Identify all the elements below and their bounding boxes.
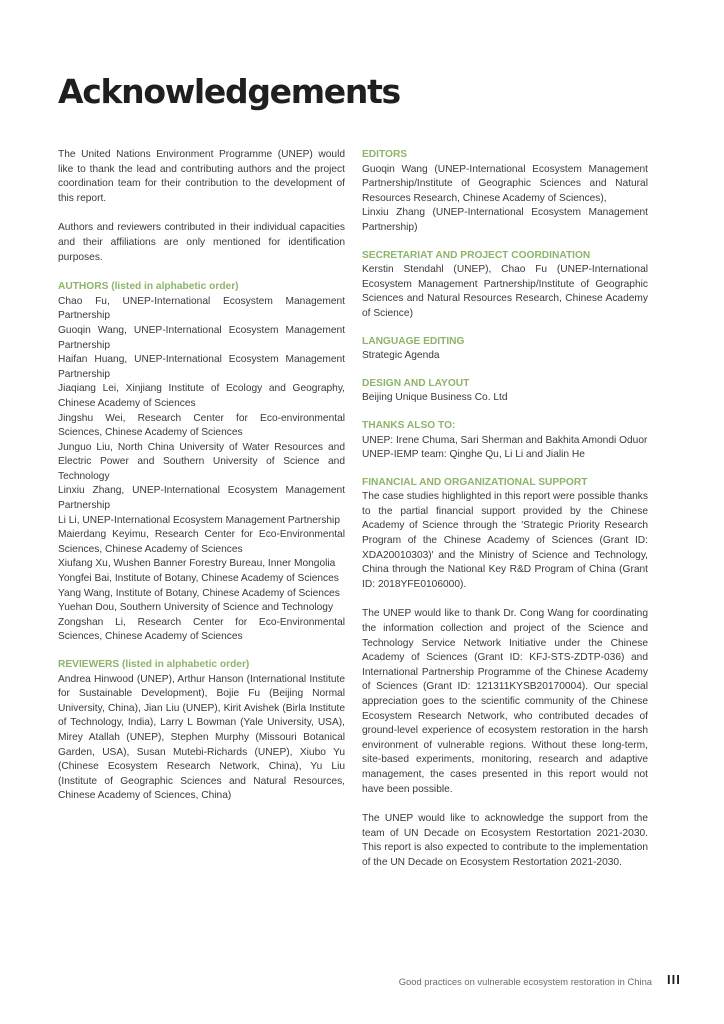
author-entry: Maierdang Keyimu, Research Center for Eco-Environmental Sciences, Chinese Academy of Sciences [58, 529, 345, 555]
author-entry: Yang Wang, Institute of Botany, Chinese Academy of Sciences [58, 587, 340, 599]
design-text: Beijing Unique Business Co. Ltd [362, 392, 508, 404]
secretariat-text: Kerstin Stendahl (UNEP), Chao Fu (UNEP-International Ecosystem Management Partnership/Institute of Geographic Sciences and Natural Resources Research, Chinese Academy of Science) [362, 264, 648, 319]
design-heading: DESIGN AND LAYOUT [362, 377, 470, 389]
author-entry: Jingshu Wei, Research Center for Eco-environmental Sciences, Chinese Academy of Sciences [58, 412, 345, 439]
editors-heading: EDITORS [362, 149, 408, 160]
financial-paragraph: The case studies highlighted in this report were possible thanks to the partial financial support provided by the Chinese Academy of Science through the 'Strategic Priority Research Program of the Chinese Academy of Sciences (Grant ID: XDA20010303)' and the Ministry of Science and Technology, China through the National Key R&D Program of China (Grant ID: 2018YFE0106000). [362, 491, 648, 590]
author-entry: Li Li, UNEP-International Ecosystem Management Partnership [58, 514, 340, 526]
author-entry: Haifan Huang, UNEP-International Ecosystem Management Partnership [58, 354, 345, 380]
secretariat-section [362, 249, 648, 322]
reviewers-text: Andrea Hinwood (UNEP), Arthur Hanson (International Institute for Sustainable Development), Bojie Fu (Beijing Normal University, China), Jian Liu (UNEP), Kirit Avishek (Birla Institute of Technology, India), Larry L Bowman (Yale University, USA), Mirey Atallah (UNEP), Stephen Murphy (Missouri Botanical Garden, USA), Susan Mutebi-Richards (UNEP), Xiubo Yu (Chinese Ecosystem Research Network, China), Yu Liu (Institute of Geographic Sciences and Natural Resources, Chinese Academy of Sciences, China) [58, 673, 345, 802]
secretariat-heading: SECRETARIAT AND PROJECT COORDINATION [362, 249, 591, 261]
author-entry: Linxiu Zhang, UNEP-International Ecosystem Management Partnership [58, 485, 345, 512]
authors-heading: AUTHORS (listed in alphabetic order) [58, 281, 239, 293]
page-title: Acknowledgements [58, 72, 400, 111]
design-section [362, 377, 648, 406]
author-entry: Yongfei Bai, Institute of Botany, Chinese Academy of Sciences [58, 573, 339, 585]
author-entry: Yuehan Dou, Southern University of Science and Technology [58, 602, 334, 614]
author-entry: Jiaqiang Lei, Xinjiang Institute of Ecology and Geography, Chinese Academy of Sciences [58, 383, 345, 409]
author-entry: Guoqin Wang, UNEP-International Ecosystem Management Partnership [58, 324, 345, 351]
language-heading: LANGUAGE EDITING [362, 335, 465, 347]
thanks-heading: THANKS ALSO TO: [362, 419, 456, 431]
editor-entry: Linxiu Zhang (UNEP-International Ecosystem Management Partnership) [362, 207, 648, 233]
author-entry: Chao Fu, UNEP-International Ecosystem Management Partnership [58, 295, 345, 322]
thanks-section [362, 419, 648, 463]
reviewers-heading: REVIEWERS (listed in alphabetic order) [58, 659, 250, 670]
intro-paragraph: The United Nations Environment Programme (UNEP) would like to thank the lead and contributing authors and the project coordination team for their contribution to the development of this report. [58, 149, 345, 204]
author-entry: Zongshan Li, Research Center for Eco-Environmental Sciences, Chinese Academy of Sciences [58, 616, 345, 643]
financial-section [362, 476, 648, 871]
author-entry: Junguo Liu, North China University of Water Resources and Electric Power and Southern University of Science and Technology [58, 441, 345, 482]
page-number: III [667, 972, 681, 987]
financial-paragraph: The UNEP would like to thank Dr. Cong Wang for coordinating the information collection and project of the Science and Technology Service Network Initiative under the Chinese Academy of Sciences (Grant ID: KFJ-STS-ZDTP-036) and International Partnership Programme of the Chinese Academy of Sciences (Grant ID: 121311KYSB20170004). Our special appreciation goes to the scientific community of the Chinese Ecosystem Research Network, who contributed decades of ground-level experience of ecosystem restoration in the harsh environment of vulnerable regions. Without these long-term, site-based experiments, monitoring, research and adaptive management, the cases presented in this report would not have been possible. [362, 608, 648, 795]
language-section [362, 335, 648, 364]
right-column [362, 148, 648, 886]
intro-paragraph: Authors and reviewers contributed in their individual capacities and their affiliations are only mentioned for identification purposes. [58, 222, 345, 263]
financial-heading: FINANCIAL AND ORGANIZATIONAL SUPPORT [362, 476, 588, 488]
financial-paragraph: The UNEP would like to acknowledge the support from the team of UN Decade on Ecosystem Restortation 2021-2030. This report is also expected to contribute to the implementation of the UN Decade on Ecosystem Restortation 2021-2030. [362, 813, 648, 868]
editor-entry: Guoqin Wang (UNEP-International Ecosystem Management Partnership/Institute of Geographic Sciences and Natural Resources Research, Chinese Academy of Sciences), [362, 163, 648, 204]
thanks-entry: UNEP: Irene Chuma, Sari Sherman and Bakhita Amondi Oduor [362, 434, 648, 446]
footer-text: Good practices on vulnerable ecosystem restoration in China [398, 976, 652, 987]
reviewers-section [58, 658, 345, 804]
left-column [58, 148, 345, 817]
thanks-entry: UNEP-IEMP team: Qinghe Qu, Li Li and Jialin He [362, 449, 585, 461]
author-entry: Xiufang Xu, Wushen Banner Forestry Bureau, Inner Mongolia [58, 558, 336, 570]
language-text: Strategic Agenda [362, 350, 440, 362]
authors-section [58, 280, 345, 645]
editors-section [362, 148, 648, 236]
